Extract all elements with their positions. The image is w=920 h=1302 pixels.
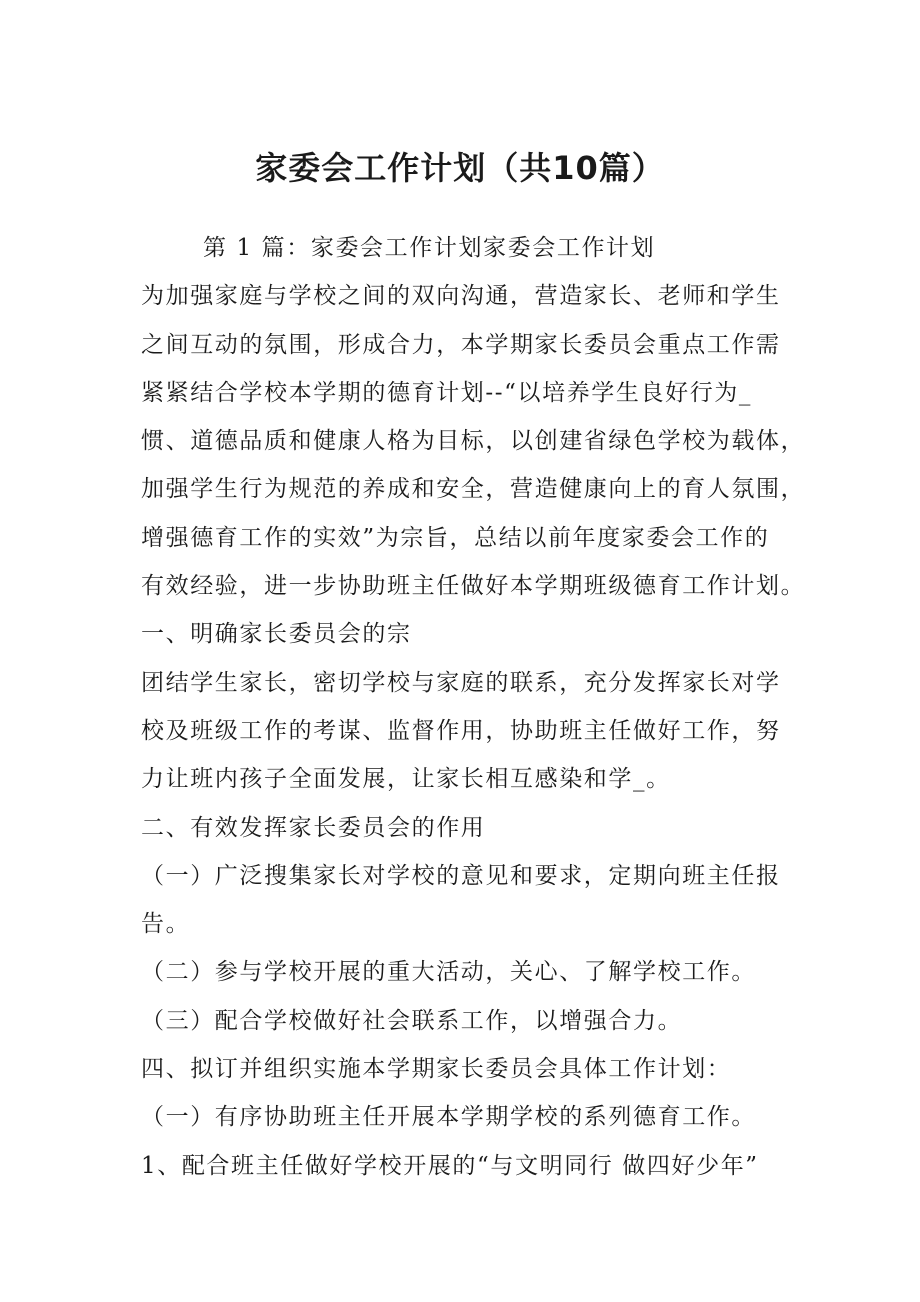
document-title: 家委会工作计划（共10篇）: [255, 149, 665, 187]
paragraph-line: 为加强家庭与学校之间的双向沟通，营造家长、老师和学生: [141, 283, 781, 310]
paragraph-line: （三）配合学校做好社会联系工作，以增强合力。: [141, 1007, 683, 1034]
paragraph-line: 力让班内孩子全面发展，让家长相互感染和学_。: [141, 766, 671, 793]
paragraph-line: （二）参与学校开展的重大活动，关心、了解学校工作。: [141, 959, 756, 986]
paragraph-line: 加强学生行为规范的养成和安全，营造健康向上的育人氛围，: [141, 476, 806, 503]
paragraph-line: 紧紧结合学校本学期的德育计划--“以培养学生良好行为_: [141, 379, 753, 406]
section-heading: 第 1 篇：家委会工作计划家委会工作计划: [203, 235, 656, 261]
paragraph-line: 团结学生家长，密切学校与家庭的联系，充分发挥家长对学: [141, 669, 781, 696]
paragraph-line: 1、配合班主任做好学校开展的“与文明同行 做四好少年”: [141, 1152, 759, 1179]
document-body: [141, 224, 806, 1190]
paragraph-line: （一）广泛搜集家长对学校的意见和要求，定期向班主任报: [141, 862, 781, 889]
heading-line: 二、有效发挥家长委员会的作用: [141, 814, 486, 841]
paragraph-line: 之间互动的氛围，形成合力，本学期家长委员会重点工作需: [141, 331, 781, 358]
paragraph-line: 有效经验，进一步协助班主任做好本学期班级德育工作计划。: [141, 573, 806, 600]
heading-line: 四、拟订并组织实施本学期家长委员会具体工作计划：: [141, 1056, 732, 1083]
paragraph-line: 校及班级工作的考谋、监督作用，协助班主任做好工作，努: [141, 717, 781, 744]
paragraph-line: （一）有序协助班主任开展本学期学校的系列德育工作。: [141, 1104, 756, 1131]
paragraph-line: 增强德育工作的实效”为宗旨，总结以前年度家委会工作的: [141, 524, 770, 551]
paragraph-line: 告。: [141, 911, 191, 938]
heading-line: 一、明确家长委员会的宗: [141, 621, 412, 648]
paragraph-line: 惯、道德品质和健康人格为目标，以创建省绿色学校为载体，: [141, 428, 806, 455]
